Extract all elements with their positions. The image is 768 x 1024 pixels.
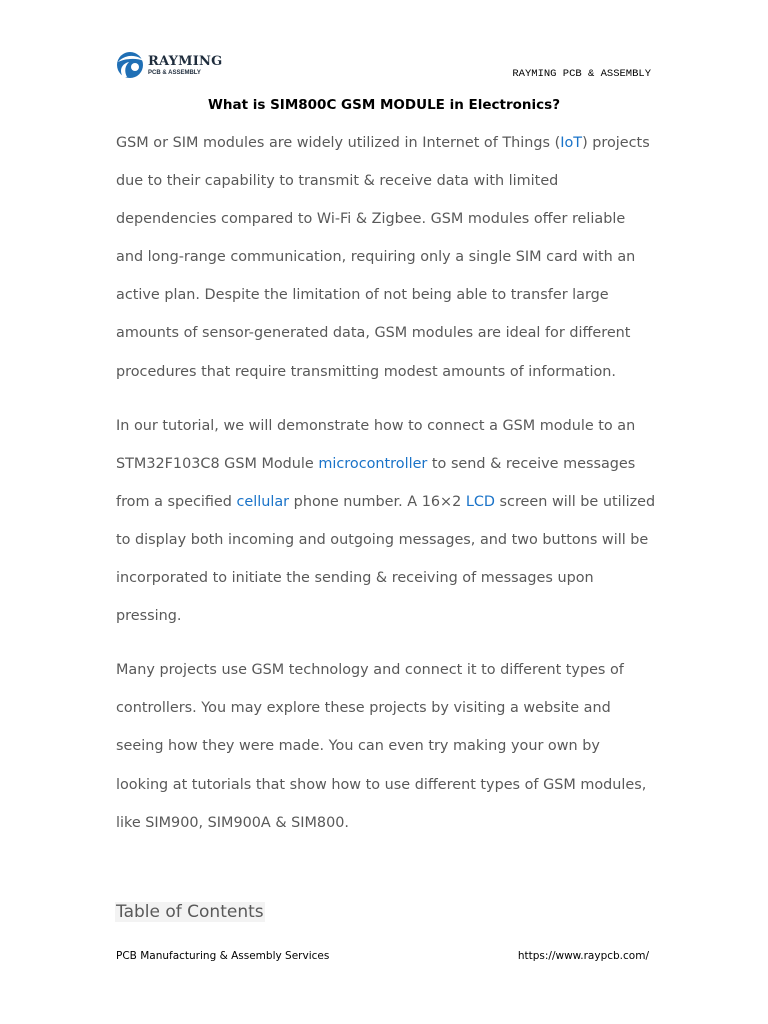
- iot-link[interactable]: IoT: [560, 135, 583, 151]
- table-of-contents-heading[interactable]: Table of Contents: [116, 902, 264, 922]
- paragraph-3: Many projects use GSM technology and connect it to different types of controllers. You may explore these projects by visiting a website and seeing how they were made. You can even try making your own by looking at tutorials that show how to use different types of GSM modules, like SIM900, SIM900A & SIM800.: [116, 662, 647, 831]
- paragraph-text: ) projects due to their capability to transmit & receive data with limited dependencies compared to Wi-Fi & Zigbee. GSM modules offer reliable and long-range communication, requiring only a single SIM card with an active plan. Despite the limitation of not being able to transfer large amounts of sensor-generated data, GSM modules are ideal for different procedures that require transmitting modest amounts of information.: [116, 135, 650, 380]
- paragraph-text: GSM or SIM modules are widely utilized in Internet of Things (: [116, 135, 561, 151]
- paragraph-text: phone number. A 16×2: [289, 493, 466, 510]
- rayming-logo-icon: [115, 50, 145, 80]
- paragraph-2: [116, 407, 656, 636]
- footer-url[interactable]: https://www.raypcb.com/: [517, 950, 649, 962]
- microcontroller-link[interactable]: microcontroller: [318, 455, 428, 472]
- article-body: [116, 124, 656, 858]
- paragraph-text: screen will be utilized to display both incoming and outgoing messages, and two buttons will be incorporated to initiate the sending & receiving of messages upon pressing.: [116, 493, 656, 625]
- paragraph-text: to send & receive messages from a specified: [116, 455, 636, 510]
- header-company-name: RAYMING PCB & ASSEMBLY: [512, 68, 651, 80]
- cellular-link[interactable]: cellular: [236, 493, 290, 510]
- logo-name: RAYMING: [148, 53, 223, 69]
- paragraph-text: In our tutorial, we will demonstrate how to connect a GSM module to an STM32F103C8 GSM Module: [116, 417, 636, 472]
- lcd-link[interactable]: LCD: [465, 493, 495, 510]
- logo-subtitle: PCB & ASSEMBLY: [148, 69, 201, 76]
- footer-services: PCB Manufacturing & Assembly Services: [116, 950, 330, 962]
- paragraph-1: [116, 124, 656, 391]
- page-title: What is SIM800C GSM MODULE in Electronics?: [207, 97, 561, 113]
- rayming-logo: [115, 50, 222, 80]
